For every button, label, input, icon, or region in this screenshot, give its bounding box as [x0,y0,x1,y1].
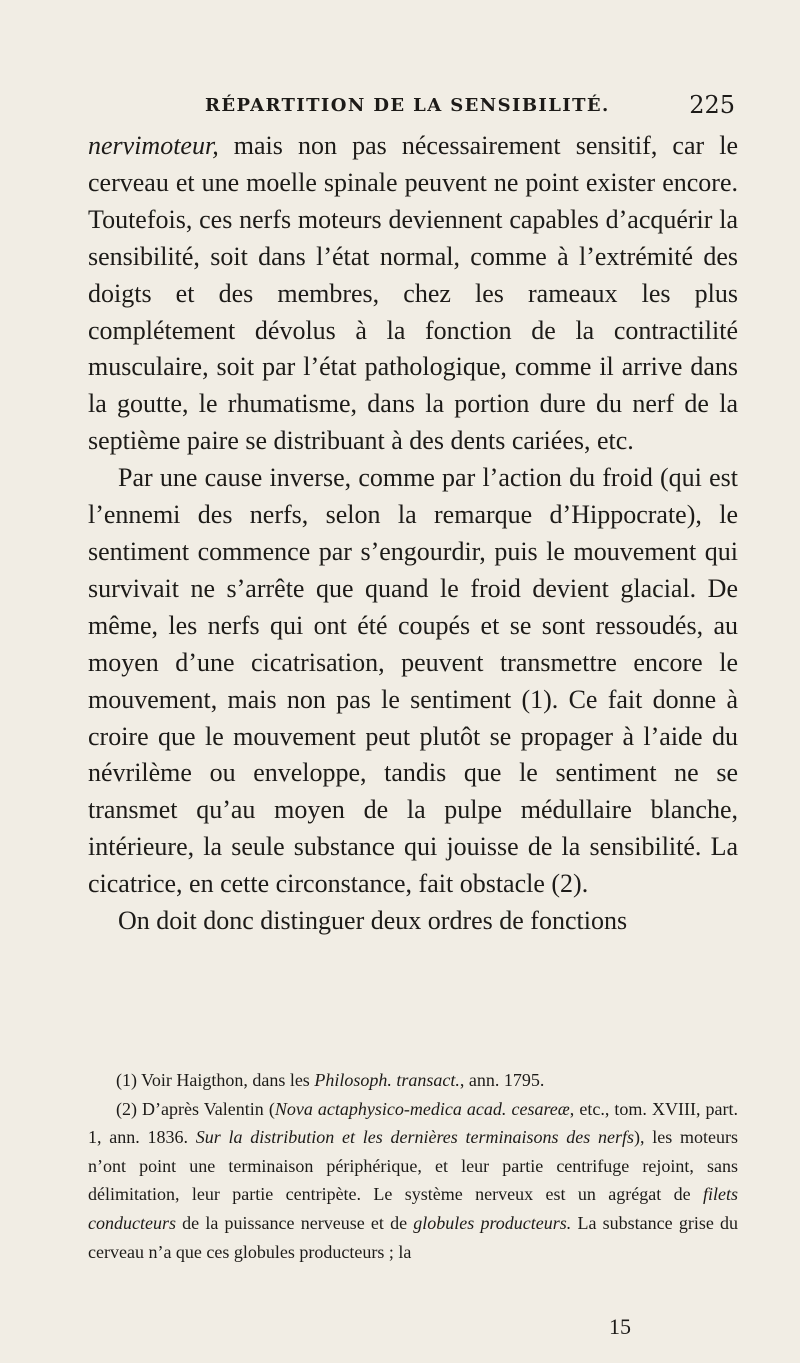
footnote-2-ref: , etc., tom. XVIII, part. 1, ann. 1836. [88,1098,738,1148]
footnote-1 [88,1066,738,1095]
paragraph-1-lead: nervimoteur, [88,131,219,160]
running-title: RÉPARTITION DE LA SENSIBILITÉ. [205,95,610,116]
paragraph-2: Par une cause inverse, comme par l’action du froid (qui est l’ennemi des nerfs, selon la remarque d’Hippocrate), le sentiment commence par s’engourdir, puis le mouvement qui survivait ne s’arrête que quand le froid devient glacial. De même, les nerfs qui ont été coupés et se sont ressoudés, au moyen d’une cicatrisation, peuvent transmettre encore le mouvement, mais non pas le sentiment (1). Ce fait donne à croire que le mouvement peut plutôt se propager à l’aide du névrilème ou enveloppe, tandis que le sentiment ne se transmet qu’au moyen de la pulpe médullaire blanche, intérieure, la seule substance qui jouisse de la sensibilité. La cicatrice, en cette circonstance, fait obstacle (2). [88,463,738,899]
footnote-2 [88,1095,738,1267]
paragraph-1 [88,128,738,460]
paragraph-3: On doit donc distinguer deux ordres de fonctions [118,906,628,936]
footnote-2-prefix: (2) D’après Valentin ( [116,1098,275,1119]
footnote-1-prefix: (1) Voir Haigthon, dans les [116,1070,315,1090]
footnote-1-title: Philosoph. transact. [314,1070,460,1090]
page-number: 225 [689,91,735,119]
footnote-2-text-2: de la puissance nerveuse et de [175,1212,414,1233]
footnotes [88,1066,738,1266]
body-text [88,128,738,940]
running-head [205,91,735,125]
footnote-2-journal: Nova actaphysico-medica acad. cesareæ [274,1098,570,1119]
footnote-2-title: Sur la distribution et les dernières terminaisons des nerfs [195,1127,635,1148]
footnote-2-term-2: globules producteurs. [413,1212,572,1233]
footnote-2-text: ), les moteurs n’ont point une terminaison périphérique, et leur partie centrifuge rejoint, sans délimitation, leur partie centripète. Le système nerveux est un agrégat de [88,1127,739,1205]
footnote-2-term-1: filets conducteurs [88,1184,738,1233]
footnote-1-suffix: , ann. 1795. [459,1070,545,1090]
footnote-2-text-3: La substance grise du cerveau n’a que ces globules producteurs ; la [88,1212,739,1262]
paragraph-1-text: mais non pas nécessairement sensitif, car le cerveau et une moelle spinale peuvent ne point exister encore. Toutefois, ces nerfs moteurs deviennent capables d’acquérir la sensibilité, soit dans l’état normal, comme à l’extrémité des doigts et des membres, chez les rameaux les plus complétement dévolus à la fonction de la contractilité musculaire, soit par l’état pathologique, comme il arrive dans la goutte, le rhumatisme, dans la portion dure du nerf de la septième paire se distribuant à des dents cariées, etc. [88,131,738,456]
signature-mark: 15 [609,1314,631,1339]
